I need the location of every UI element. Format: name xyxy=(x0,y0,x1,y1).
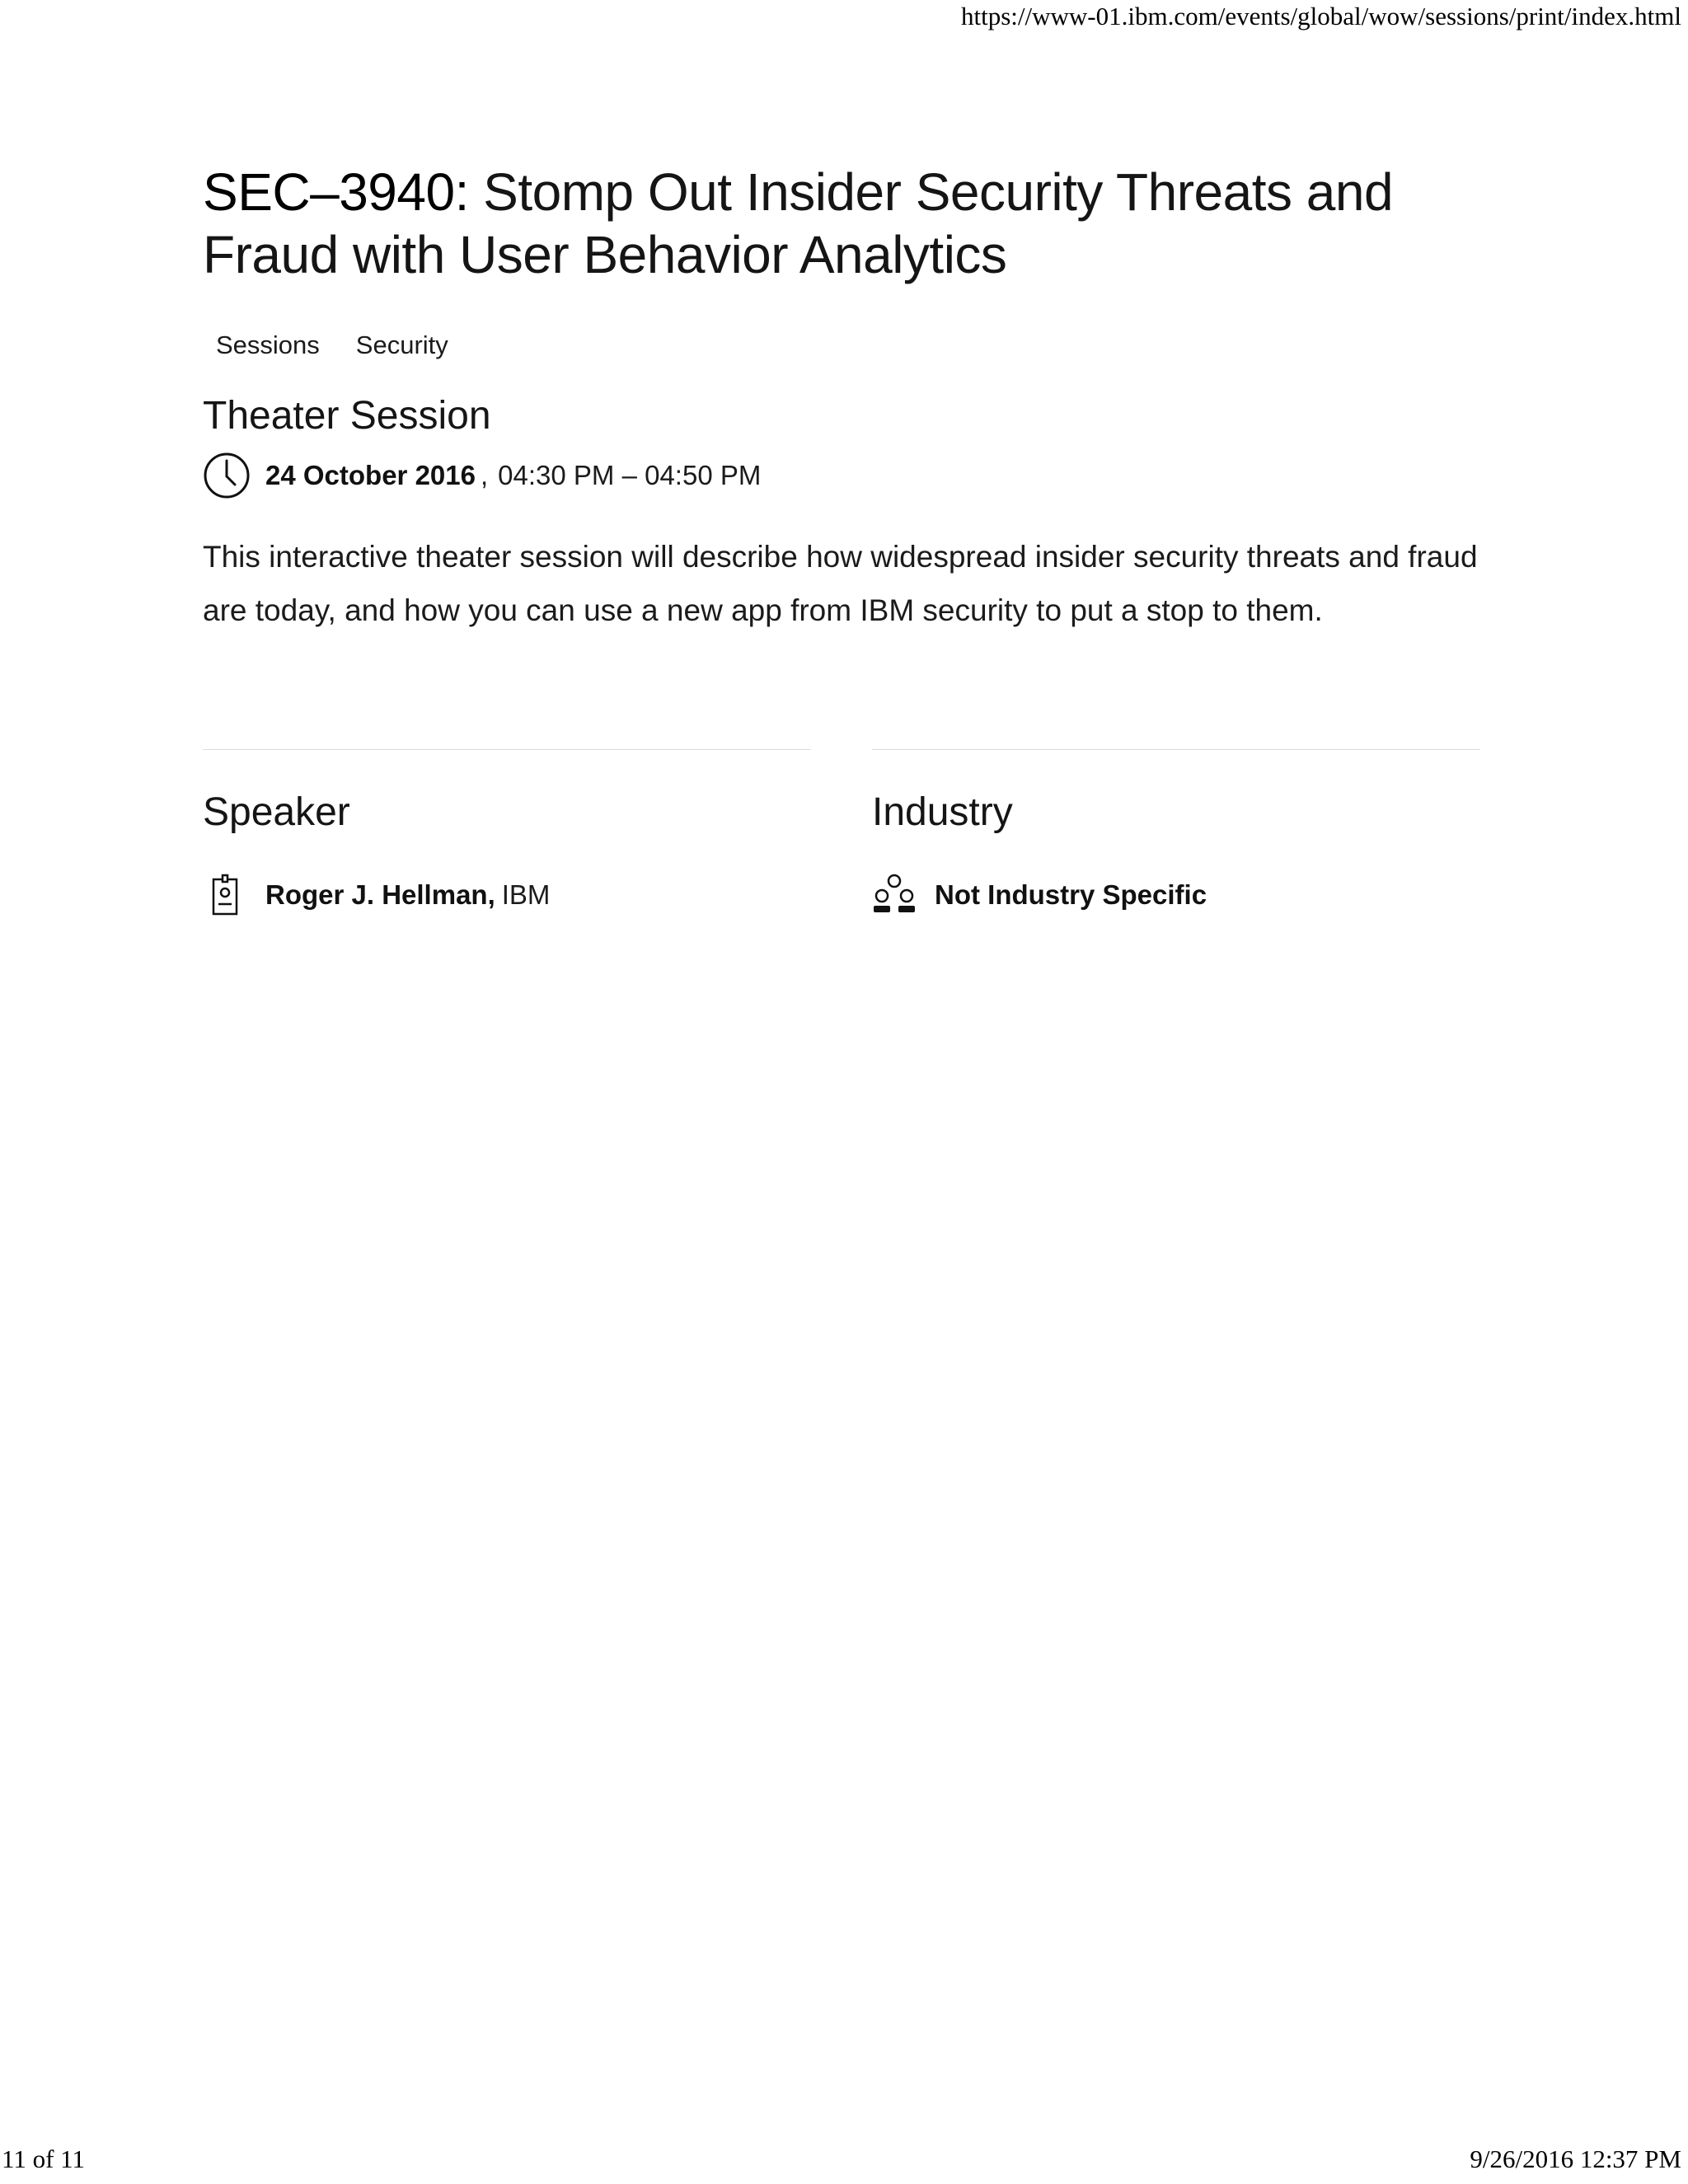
badge-icon xyxy=(203,873,247,917)
divider xyxy=(872,749,1480,751)
tag-sessions[interactable]: Sessions xyxy=(216,330,320,359)
industry-row xyxy=(872,870,1480,920)
tag-security[interactable]: Security xyxy=(355,330,448,359)
industry-section xyxy=(872,749,1480,920)
session-description: This interactive theater session will describe how widespread insider security threats and fraud are today, and how you can use a new app from IBM security to put a stop to them. xyxy=(203,540,1478,627)
speaker-company: IBM xyxy=(501,879,551,910)
industry-value[interactable]: Not Industry Specific xyxy=(935,879,1207,910)
speaker-name[interactable]: Roger J. Hellman, xyxy=(265,879,495,910)
print-header-url: https://www-01.ibm.com/events/global/wow/sessions/print/index.html xyxy=(961,2,1681,30)
clock-icon xyxy=(203,452,251,499)
session-date: 24 October 2016 xyxy=(265,460,476,490)
session-tags xyxy=(203,329,1480,362)
session-detail xyxy=(203,161,1480,910)
info-grid xyxy=(203,749,1480,963)
speaker-section xyxy=(203,749,811,920)
session-type: Theater Session xyxy=(203,394,491,438)
divider xyxy=(203,749,811,751)
print-page-number: 11 of 11 xyxy=(2,2144,86,2173)
date-time-separator: , xyxy=(480,460,489,490)
session-time: 04:30 PM – 04:50 PM xyxy=(498,460,762,490)
speaker-heading: Speaker xyxy=(203,790,350,834)
print-datetime: 9/26/2016 12:37 PM xyxy=(1470,2144,1681,2173)
session-schedule xyxy=(203,451,1480,500)
people-group-icon xyxy=(872,873,917,917)
speaker-row xyxy=(203,870,811,920)
industry-heading: Industry xyxy=(872,790,1013,834)
session-code: SEC–3940: xyxy=(203,162,469,222)
session-title-text: Stomp Out Insider Security Threats and Fraud with User Behavior Analytics xyxy=(203,162,1394,284)
session-title xyxy=(203,161,1480,286)
